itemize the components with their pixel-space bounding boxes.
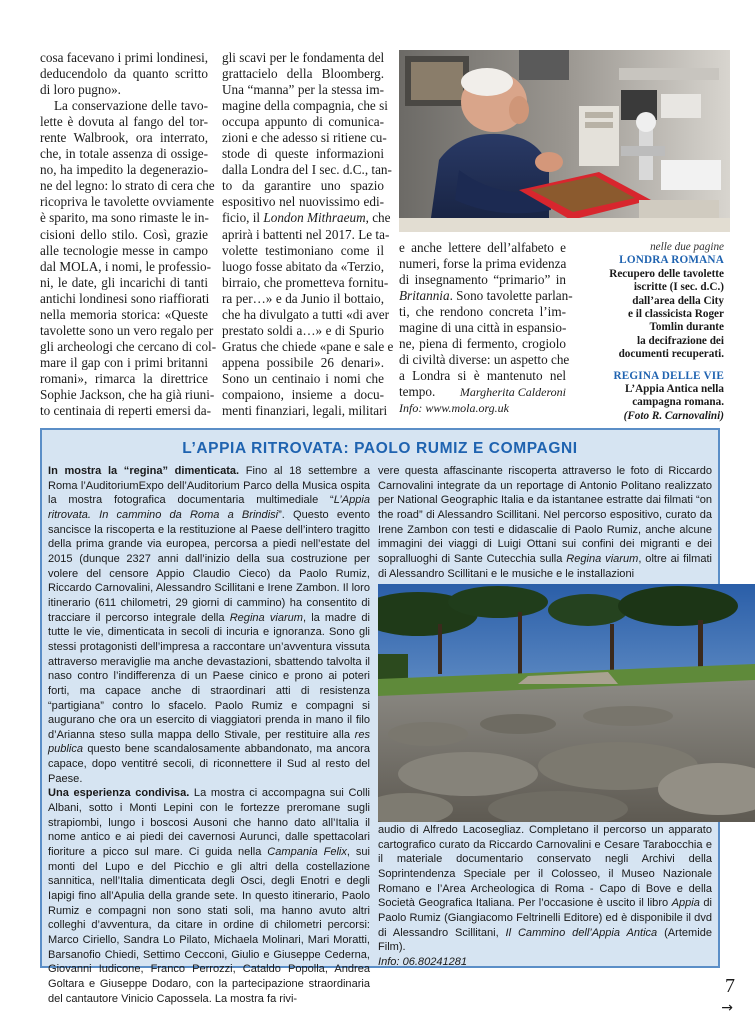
article-line — [40, 403, 211, 419]
article-line-text: stode di queste informazioni — [222, 146, 384, 162]
article-line-text: birraio, che prometteva fornitu- — [222, 274, 389, 290]
article-line — [40, 178, 215, 194]
article-line-text: antichi londinesi sono riaffiorati — [40, 290, 210, 306]
sidebar-box-run: vere questa affascinante riscoperta attraverso le foto di Riccardo Carnovalini integrate da un reportage di Antonio Politano realizzato per National Geographic Italia e da istantanee estratte dai filmati “on the road” di Alessandro Scillitani. Nel percorso espositivo, curato da Irene Zambon con testi e didascalie di Paolo Rumiz, anche alcune immagini dei viaggi di Luigi Ottani sui confini dei migranti e dei sopralluoghi di Sante Cutecchia sulla — [378, 465, 712, 565]
caption-line: Recupero delle tavolette — [609, 267, 724, 280]
article-column-1 — [40, 50, 217, 419]
sidebar-box-run: Info: 06.80241281 — [378, 955, 468, 968]
article-line-text: grattacielo della Bloomberg. — [222, 66, 384, 82]
article-line-text: Sophie Jackson, che ha già riuni- — [40, 386, 215, 402]
article-line-text: ti, che rendono concreta l’im- — [399, 304, 566, 320]
article-column-2 — [222, 50, 394, 419]
article-info-text: Info: www.mola.org.uk — [399, 401, 509, 416]
article-line-text: tavolette sono un vero regalo per — [40, 322, 214, 338]
caption-line: dall’area della City — [632, 294, 724, 307]
article-line-text: di insegnamento “primario” in — [399, 272, 566, 288]
article-line-text: magine di una città in espansio- — [399, 320, 567, 336]
article-line — [399, 320, 566, 336]
article-line — [40, 227, 208, 243]
article-line — [222, 259, 384, 275]
article-line — [222, 146, 384, 162]
article-line — [399, 288, 573, 304]
caption-line: iscritte (I sec. d.C.) — [633, 281, 724, 294]
article-line-text: di loro pugno». — [40, 82, 121, 98]
article-line — [222, 274, 389, 291]
article-line — [399, 368, 566, 384]
article-line-text: dal MOLA, i nomi, le professio- — [40, 258, 212, 274]
article-line — [40, 322, 214, 339]
article-line-text: prestato soldi a…» e di Spurio — [222, 322, 384, 338]
sidebar-box-run: audio di Alfredo Lacosegliaz. Completano il percorso un apparato cartografico curato da Riccardo Carnovalini e Cesare Tarabocchia e il materiale documentario conservato negli Archivi della Soprintendenza Speciale per il Colosseo, il Museo Nazionale Romano e l’Area Archeologica di Roma - Capo di Bove e della Società Geografica Italiana. Per l’occasione è uscito il libro — [378, 824, 712, 910]
article-line-text: zioni e che adesso si ritiene cu- — [222, 130, 387, 146]
article-line-text: dalla Londra del I sec. d.C., tan- — [222, 162, 392, 178]
article-line-text: London Mithraeum — [263, 210, 366, 226]
article-line — [222, 371, 384, 387]
article-line-text: , che — [365, 210, 391, 226]
article-line-text: . Sono tavolette parlan- — [449, 288, 573, 304]
article-line-text: e anche lettere dell’alfabeto e — [399, 240, 566, 255]
article-line-text: aprirà i battenti nel 2017. Le ta- — [222, 226, 390, 242]
article-line — [222, 82, 384, 98]
article-line — [40, 307, 208, 323]
article-line — [222, 226, 390, 243]
sidebar-box-run: di Paolo Rumiz (Giangiacomo Feltrinelli Editore) ed è disponibile il dvd di Alessandro Scillitani, — [378, 897, 712, 939]
sidebar-box-run: La mostra ci accompagna sui Colli Albani, sotto i Monti Lepini con le fortezze preromane sugli strapiombi, lungo i boscosi Ausoni che hanno dato all’Italia il nome antico e ai piedi dei cavernosi Aurunci, dalle spettacolari fioriture a picco sul mare. Ci guida nella — [48, 787, 370, 859]
sidebar-box-run: Campania Felix — [267, 846, 347, 859]
article-line-text: ficio, il — [222, 210, 264, 226]
next-page-arrow-icon: → — [721, 1000, 733, 1016]
article-line-text: nella memoria storica: «Queste — [40, 306, 208, 322]
caption-line: la decifrazione dei — [637, 334, 724, 347]
article-line-text: rente Walbrook, ora interrato, — [40, 130, 208, 146]
article-line-text: compaiono, insieme a docu- — [222, 386, 384, 402]
caption-line: documenti recuperati. — [618, 348, 724, 361]
article-line-text: romani», rimarca la direttrice — [40, 370, 208, 386]
article-signature-line — [399, 384, 566, 400]
sidebar-box-run: L’Appia ritrovata. In cammino da Roma a Brindisi — [48, 494, 370, 521]
article-line — [40, 66, 208, 82]
article-line — [222, 130, 387, 146]
caption-text-londra — [578, 268, 724, 362]
article-line-text: Una “manna” per la stessa im- — [222, 82, 384, 98]
article-line — [399, 304, 566, 320]
sidebar-box-run: res publica — [48, 728, 370, 756]
sidebar-box-text — [378, 823, 712, 970]
photo-roger-tomlin — [399, 50, 730, 232]
sidebar-box-run: , la madre di tutte le vie, dimenticata in secoli di incuria e ignoranza. Sono gli stessi protagonisti dell’impresa a raccontare un’avventura vissuta attraverso meraviglie ma anche devastazioni, sbattendo talvolta il naso contro l’indifferenza di un Paese cinico e prono ai poteri forti, ma capace anche di straordinari atti di resistenza “partigiana” contro lo sfacelo. Paolo Rumiz e compagni si augurano che ora un esercito di viaggiatori prenda in mano il filo d’Arianna steso sulla mappa dello Stivale, per restituire alla — [48, 611, 370, 741]
article-line — [222, 162, 392, 178]
article-column-3 — [399, 240, 573, 417]
article-line — [40, 386, 215, 403]
article-line — [222, 210, 391, 226]
article-line-text: di civiltà diverse: un aspetto che — [399, 352, 570, 368]
article-line-text: gli archeologi che cercano di col- — [40, 338, 217, 354]
sidebar-box-run: ”. Questo evento sancisce la riscoperta e la restituzione al Paese dell’intero tragitto della prima grande via europea, percorsa a piedi nell’estate del 2015 (dunque 2327 anni dall’inizio della sua costruzione per volere del censore Appio Claudio Cieco) da Paolo Rumiz, Riccardo Carnovalini, Alessandro Scillitani e Irene Zambon. Il loro itinerario (611 chilometri, 29 giorni di cammino) ha consentito di tracciare il percorso integrale della — [48, 508, 370, 624]
article-line — [40, 146, 208, 162]
page-number: 7 — [725, 975, 735, 997]
article-line-text: Sono un centinaio i nomi che — [222, 370, 384, 386]
article-line — [40, 275, 208, 291]
article-line — [40, 355, 208, 371]
sidebar-box-run: Fino al 18 settembre a Roma l’AuditoriumExpo dell’Auditorium Parco della Musica ospita la mostra fotografica documentaria multimediale “ — [48, 465, 370, 507]
article-line-text: ne, piena di fermento, crogiolo — [399, 336, 566, 352]
article-line-text: luogo fosse abitato da «Terzio, — [222, 258, 385, 274]
sidebar-box-run: questo bene scandalosamente abbandonato, ma ancora capace, dopo ventitré secoli, di riconnettere il Sud al resto del Paese. — [48, 743, 370, 785]
caption-credit-text: (Foto R. Carnovalini) — [623, 409, 724, 422]
photo-caption — [578, 241, 724, 423]
article-line — [399, 272, 566, 288]
sidebar-box-run: Regina viarum — [566, 552, 639, 565]
caption-line: L’Appia Antica nella — [624, 383, 724, 396]
article-line — [222, 291, 384, 307]
article-line — [40, 210, 208, 226]
article-line-text: ricopriva le tavolette ovviamente — [40, 194, 214, 210]
article-line-text: La conservazione delle tavo- — [54, 98, 208, 114]
article-line — [222, 98, 388, 114]
author-name: Margherita Calderoni — [459, 385, 566, 400]
article-line-text: numeri, forse la prima evidenza — [399, 256, 567, 272]
article-line — [40, 258, 212, 275]
article-line-text: cisioni dello stilo. Così, grazie — [40, 226, 208, 242]
article-line-text: Britannia — [399, 288, 450, 304]
article-line — [40, 162, 208, 178]
article-line-text: ne del legno: lo strato di cera che — [40, 178, 215, 194]
sidebar-box-title: L’APPIA RITROVATA: PAOLO RUMIZ E COMPAGNI — [182, 440, 578, 457]
article-line — [222, 355, 384, 371]
article-line-text: alle tecnologie messe in campo — [40, 242, 208, 258]
article-line — [222, 338, 394, 355]
article-line — [222, 306, 389, 323]
sidebar-box-run: , sui monti del Lupo e del Picchio e gli altri della costellazione sannitica, nell’Italia dimenticata degli Osci, degli Enotri e degli Iapigi fino all’Apulia della grande sete. In questo itinerario, Paolo Rumiz e compagni non sono stati soli, ma hanno avuto altri colleghi d’avventura, da citare in ordine di chilometri percorsi: Marco Ciriello, Sandra Lo Pilato, Michaela Molinari, Mari Moratti, Barsanofio Chiedi, Settimo Cecconi, Giulio e Giuseppe Cederna, Giovanni Iudicone, Franco Perrozzi, Cataldo Popolla, Andrea Goltara e Giuseppe Dodaro, con la partecipazione straordinaria del cantautore Vinicio Capossela. La mostra fa rivi- — [48, 846, 371, 1005]
sidebar-box-run: Appia — [671, 897, 700, 910]
sidebar-box-column-left — [48, 464, 370, 1006]
article-line-text: che ha divulgato a tutti «di aver — [222, 306, 389, 322]
article-line-text: a Londra si è mantenuto nel — [399, 368, 566, 384]
sidebar-box-lead: Una esperienza condivisa. — [48, 787, 190, 800]
article-line-text: volette testimoniano come il — [222, 242, 384, 258]
article-line-text: che, in totale assenza di ossige- — [40, 146, 208, 162]
caption-line: Tomlin durante — [649, 321, 724, 334]
sidebar-box-run: Il Cammino dell’Appia Antica — [505, 926, 658, 939]
caption-line: campagna romana. — [632, 396, 724, 409]
sidebar-box-lead: In mostra la “regina” dimenticata. — [48, 465, 240, 477]
article-line — [399, 256, 566, 272]
article-line — [40, 371, 208, 387]
photo-roger-tomlin-art — [399, 50, 730, 232]
article-line — [222, 50, 384, 66]
article-line — [40, 291, 208, 307]
article-line-text: è sparito, ma sono rimaste le in- — [40, 210, 209, 226]
caption-head-londra: LONDRA ROMANA — [619, 254, 724, 267]
article-line-text: gli scavi per le fondamenta del — [222, 50, 385, 65]
article-line — [40, 50, 208, 66]
article-line-text: ra per…» e da Junio il bottaio, — [222, 290, 384, 306]
article-line-text: lette è dovuta al fango del tor- — [40, 114, 208, 130]
sidebar-box-run: , oltre ai filmati di Alessandro Scillitani e le musiche e le installazioni — [378, 552, 712, 580]
article-line-text: espositivo nel nuovissimo edi- — [222, 194, 384, 210]
article-line — [40, 194, 214, 210]
article-line-text: cosa facevano i primi londinesi, — [40, 50, 209, 65]
article-line-text: to centinaia di reperti emersi da- — [40, 403, 211, 419]
article-line-text: no, ha impedito la degenerazio- — [40, 162, 208, 178]
photo-appia-antica-art — [378, 584, 755, 822]
article-line — [399, 336, 566, 352]
article-line — [222, 387, 384, 403]
caption-line: e il classicista Roger — [627, 308, 724, 321]
article-line — [222, 403, 388, 419]
article-line-text: appena possibile 26 denari». — [222, 354, 384, 370]
article-line-text: deducendolo da quanto scritto — [40, 66, 208, 82]
caption-credit — [578, 410, 724, 423]
article-info-line — [399, 400, 566, 416]
article-line — [40, 98, 208, 114]
article-line — [40, 82, 208, 98]
article-line — [40, 114, 208, 130]
article-line — [399, 240, 566, 256]
article-line-text: tempo. — [399, 384, 436, 400]
article-line — [222, 178, 384, 194]
sidebar-box-run: (Artemide Film). — [378, 926, 712, 954]
article-line-text: Gratus che chiede «pane e sale e — [222, 338, 394, 354]
sidebar-box-column-right-bottom — [378, 823, 712, 970]
article-line-text: mare il gap con i primi britanni — [40, 354, 208, 370]
article-line-text: to da garantire uno spazio — [222, 178, 384, 194]
sidebar-box-text — [378, 464, 712, 581]
article-line — [222, 114, 384, 130]
sidebar-box-column-right-top — [378, 464, 712, 581]
caption-text-regina — [578, 383, 724, 410]
sidebar-box-run: Regina viarum — [229, 611, 303, 624]
article-line-text: magine della compagnia, che si — [222, 98, 388, 114]
article-line-text: occupa appunto di comunica- — [222, 114, 384, 130]
article-line — [399, 352, 570, 368]
article-line — [222, 323, 384, 339]
sidebar-box-text — [48, 464, 370, 1006]
article-line — [222, 194, 384, 210]
caption-head-regina: REGINA DELLE VIE — [613, 369, 724, 382]
article-line — [40, 130, 208, 146]
article-line — [222, 66, 384, 82]
article-line — [40, 243, 208, 259]
article-line-text: ni, le date, gli incarichi di tanti — [40, 274, 208, 290]
article-line-text: menti finanziari, legali, militari — [222, 403, 388, 419]
article-line — [222, 243, 384, 259]
caption-pre: nelle due pagine — [650, 241, 724, 253]
photo-appia-antica — [378, 584, 755, 822]
article-line — [40, 338, 217, 355]
